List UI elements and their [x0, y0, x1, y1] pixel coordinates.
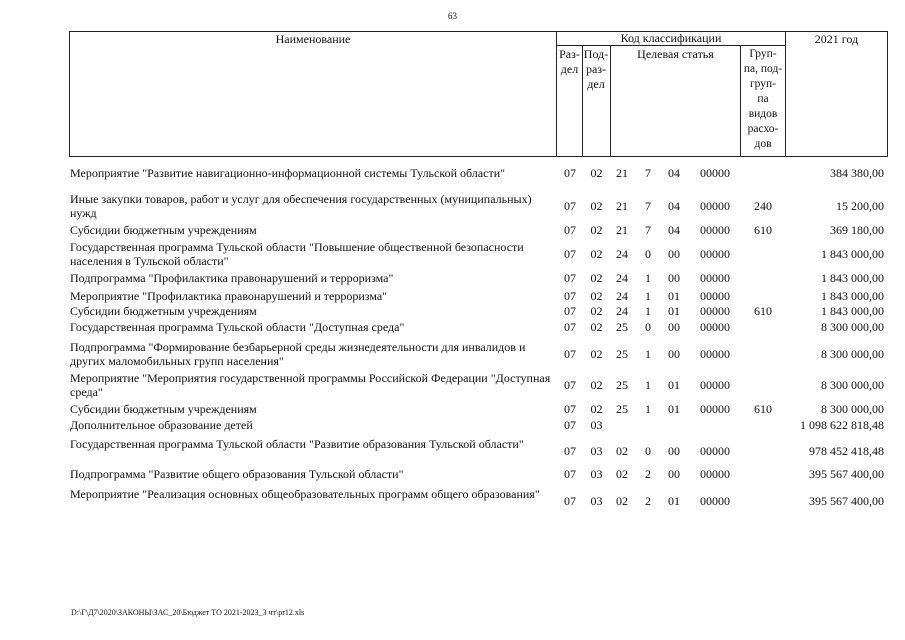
cell-cs3: 01 [668, 402, 680, 416]
header-bottom-border [69, 156, 888, 157]
row-name: Иные закупки товаров, работ и услуг для обеспечения государственных (муниципальных) нужд [70, 192, 532, 220]
header-razdel: Раз- дел [559, 47, 580, 76]
cell-cs2: 1 [645, 271, 651, 285]
cell-cs2: 2 [645, 467, 651, 481]
cell-cs2: 1 [645, 289, 651, 303]
cell-cs2: 2 [645, 494, 651, 508]
cell-cs4: 00000 [700, 444, 730, 458]
cell-amount: 8 300 000,00 [821, 378, 884, 392]
cell-amount: 8 300 000,00 [821, 347, 884, 361]
row-name: Подпрограмма "Формирование безбарьерной среды жизнедеятельности для инвалидов и других маломобильных групп населения" [70, 340, 526, 368]
cell-pr: 03 [590, 467, 603, 481]
cell-cs4: 00000 [700, 199, 730, 213]
header-name: Наименование [275, 32, 351, 46]
cell-cs3: 01 [668, 378, 680, 392]
cell-rz: 07 [564, 378, 576, 392]
cell-cs3: 01 [668, 289, 680, 303]
cell-pr: 02 [590, 320, 603, 334]
cell-amount: 978 452 418,48 [809, 444, 884, 458]
cell-cs4: 00000 [700, 320, 730, 334]
cell-amount: 15 200,00 [836, 199, 884, 213]
row-name: Мероприятие "Профилактика правонарушений и терроризма" [70, 289, 388, 303]
cell-rz: 07 [564, 304, 576, 318]
cell-cs1: 24 [616, 271, 628, 285]
header-year: 2021 год [814, 32, 859, 46]
cell-cs4: 00000 [700, 402, 730, 416]
cell-cs4: 00000 [700, 347, 730, 361]
cell-amount: 8 300 000,00 [821, 402, 884, 416]
cell-cs1: 02 [616, 494, 628, 508]
cell-cs3: 00 [668, 347, 680, 361]
cell-cs1: 24 [616, 247, 628, 261]
cell-amount: 1 843 000,00 [821, 289, 884, 303]
row-name: Дополнительное образование детей [70, 418, 253, 432]
cell-cs2: 7 [645, 199, 651, 213]
cell-pr: 02 [590, 347, 603, 361]
cell-pr: 03 [590, 494, 603, 508]
cell-cs4: 00000 [700, 271, 730, 285]
cell-cs1: 24 [616, 289, 628, 303]
cell-cs4: 00000 [700, 378, 730, 392]
cell-cs2: 1 [645, 402, 651, 416]
cell-cs3: 00 [668, 247, 680, 261]
cell-rz: 07 [564, 467, 576, 481]
cell-amount: 369 180,00 [830, 223, 884, 237]
cell-cs2: 1 [645, 304, 651, 318]
cell-cs2: 7 [645, 166, 651, 180]
cell-pr: 02 [590, 223, 603, 237]
cell-amount: 395 567 400,00 [809, 467, 884, 481]
header-right-border [887, 31, 888, 157]
col-divider-year [785, 31, 786, 157]
cell-cs2: 1 [645, 347, 651, 361]
cell-cs3: 00 [668, 444, 680, 458]
header-code: Код классификации [620, 31, 722, 45]
row-name: Подпрограмма "Профилактика правонарушений и терроризма" [70, 271, 394, 285]
cell-cs4: 00000 [700, 223, 730, 237]
row-name: Субсидии бюджетным учреждениям [70, 402, 257, 416]
cell-rz: 07 [564, 199, 576, 213]
cell-pr: 02 [590, 402, 603, 416]
cell-rz: 07 [564, 494, 576, 508]
file-path-footer: D:\Г\Д7\2020\ЗАКОНЫ\ЗАС_20\Бюджет ТО 2021-2023_3 чт\pr12.xls [71, 608, 305, 617]
cell-cs3: 04 [668, 223, 680, 237]
cell-amount: 1 843 000,00 [821, 247, 884, 261]
cell-cs2: 0 [645, 247, 651, 261]
cell-cs1: 24 [616, 304, 628, 318]
cell-cs1: 02 [616, 467, 628, 481]
cell-cs4: 00000 [700, 166, 730, 180]
row-name: Мероприятие "Реализация основных общеобразовательных программ общего образования" [70, 487, 540, 501]
cell-pr: 02 [590, 199, 603, 213]
cell-amount: 8 300 000,00 [821, 320, 884, 334]
cell-rz: 07 [564, 347, 576, 361]
cell-rz: 07 [564, 444, 576, 458]
cell-amount: 384 380,00 [830, 166, 884, 180]
cell-cs1: 21 [616, 223, 628, 237]
cell-amount: 1 098 622 818,48 [800, 418, 884, 432]
cell-rz: 07 [564, 166, 576, 180]
cell-cs2: 7 [645, 223, 651, 237]
cell-rz: 07 [564, 289, 576, 303]
cell-vr: 610 [754, 402, 772, 416]
cell-cs1: 21 [616, 199, 628, 213]
cell-cs3: 00 [668, 320, 680, 334]
cell-cs1: 02 [616, 444, 628, 458]
header-group: Груп- па, под- груп- па видов расхо- дов [743, 48, 783, 150]
cell-cs1: 21 [616, 166, 628, 180]
cell-vr: 610 [754, 223, 772, 237]
cell-rz: 07 [564, 247, 576, 261]
cell-pr: 02 [590, 166, 603, 180]
cell-cs2: 0 [645, 320, 651, 334]
cell-cs3: 00 [668, 467, 680, 481]
cell-cs4: 00000 [700, 247, 730, 261]
row-name: Государственная программа Тульской области "Доступная среда" [70, 320, 405, 334]
cell-pr: 02 [590, 304, 603, 318]
cell-cs4: 00000 [700, 289, 730, 303]
page-number: 63 [448, 11, 457, 21]
row-name: Субсидии бюджетным учреждениям [70, 304, 257, 318]
cell-cs3: 01 [668, 304, 680, 318]
cell-pr: 03 [590, 444, 603, 458]
cell-cs3: 01 [668, 494, 680, 508]
cell-vr: 240 [754, 199, 772, 213]
cell-cs1: 25 [616, 320, 628, 334]
cell-cs3: 04 [668, 199, 680, 213]
cell-amount: 395 567 400,00 [809, 494, 884, 508]
cell-vr: 610 [754, 304, 772, 318]
cell-cs3: 04 [668, 166, 680, 180]
cell-rz: 07 [564, 402, 576, 416]
cell-rz: 07 [564, 223, 576, 237]
cell-pr: 02 [590, 378, 603, 392]
cell-cs4: 00000 [700, 467, 730, 481]
cell-pr: 02 [590, 289, 603, 303]
row-name: Субсидии бюджетным учреждениям [70, 223, 257, 237]
cell-amount: 1 843 000,00 [821, 271, 884, 285]
cell-cs3: 00 [668, 271, 680, 285]
cell-rz: 07 [564, 418, 576, 432]
cell-cs2: 0 [645, 444, 651, 458]
row-name: Подпрограмма "Развитие общего образования Тульской области" [70, 467, 404, 481]
cell-pr: 02 [590, 247, 603, 261]
cell-rz: 07 [564, 320, 576, 334]
row-name: Государственная программа Тульской области "Развитие образования Тульской области" [70, 437, 524, 451]
row-name: Мероприятие "Мероприятия государственной программы Российской Федерации "Доступная среда" [70, 371, 551, 399]
cell-cs2: 1 [645, 378, 651, 392]
cell-cs1: 25 [616, 347, 628, 361]
cell-pr: 02 [590, 271, 603, 285]
cell-cs1: 25 [616, 378, 628, 392]
cell-rz: 07 [564, 271, 576, 285]
cell-cs4: 00000 [700, 304, 730, 318]
row-name: Мероприятие "Развитие навигационно-информационной системы Тульской области" [70, 166, 506, 180]
row-name: Государственная программа Тульской области "Повышение общественной безопасности населения в Тульской области" [70, 240, 524, 268]
cell-cs4: 00000 [700, 494, 730, 508]
header-left-border [69, 31, 70, 157]
cell-pr: 03 [590, 418, 603, 432]
header-podrazdel: Под- раз- дел [583, 47, 609, 91]
header-target: Целевая статья [637, 47, 714, 61]
cell-amount: 1 843 000,00 [821, 304, 884, 318]
cell-cs1: 25 [616, 402, 628, 416]
